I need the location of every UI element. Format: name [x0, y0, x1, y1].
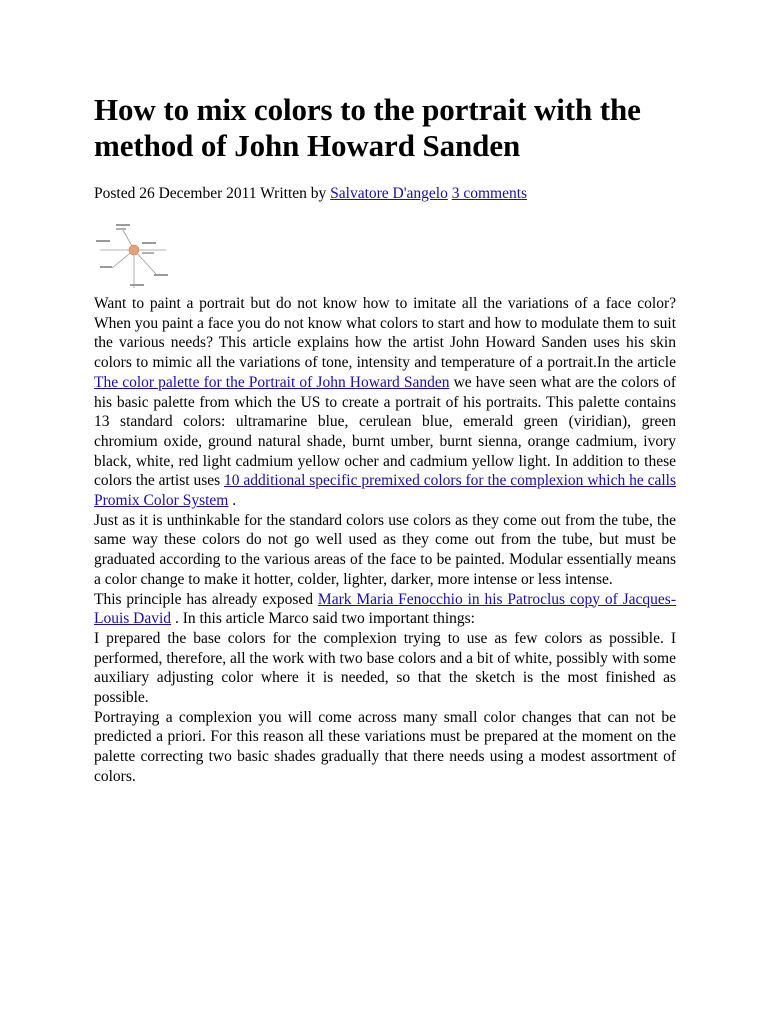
byline: [94, 184, 676, 204]
article-title: How to mix colors to the portrait with the method of John Howard Sanden: [94, 92, 641, 163]
diagram-graphic: [94, 222, 184, 294]
p1-text-after: .: [228, 492, 237, 510]
p3-text-after: . In this article Marco said two important things:: [171, 610, 475, 628]
color-palette-link[interactable]: The color palette for the Portrait of John Howard Sanden: [94, 373, 450, 391]
byline-prefix: Posted 26 December 2011 Written by: [94, 185, 331, 202]
color-mixing-diagram-icon: [94, 222, 184, 294]
paragraph-5: Portraying a complexion you will come across many small color changes that can not be predicted a priori. For this reason all these variations must be prepared at the moment on the palette correcting two basic shades gradually that there needs using a modest assortment of colors.: [94, 708, 676, 785]
p3-text-before: This principle has already exposed: [94, 590, 318, 608]
promix-color-system-link[interactable]: 10 additional specific premixed colors for the complexion which he calls Promix Color System: [94, 472, 676, 510]
fenocchio-patroclus-link[interactable]: Mark Maria Fenocchio in his Patroclus copy of Jacques-Louis David: [94, 590, 676, 628]
paragraph-4: I prepared the base colors for the complexion trying to use as few colors as possible. I performed, therefore, all the work with two base colors and a bit of white, possibly with some auxiliary adjusting color where it is needed, so that the sketch is the most finished as possible.: [94, 629, 676, 707]
comments-link[interactable]: 3 comments: [451, 185, 528, 202]
p1-text-before: Want to paint a portrait but do not know how to imitate all the variations of a face color? When you paint a face you do not know what colors to start and how to modulate them to suit the various needs? This article explains how the artist John Howard Sanden uses his skin colors to mimic all the variations of tone, intensity and temperature of a portrait.In the article: [94, 295, 676, 372]
paragraph-2: Just as it is unthinkable for the standard colors use colors as they come out from the tube, the same way these colors do not go well used as they come out from the tube, but must be graduated according to the various areas of the face to be painted. Modular essentially means a color change to make it hotter, colder, lighter, darker, more intense or less intense.: [94, 511, 676, 588]
paragraph-3: [94, 590, 676, 629]
p1-text-middle: we have seen what are the colors of his basic palette from which the US to create a portrait of his portraits. This palette contains 13 standard colors: ultramarine blue, cerulean blue, emerald green (viridian), green chromium oxide, ground natural shade, burnt umber, burnt sienna, orange cadmium, ivory black, white, red light cadmium yellow ocher and cadmium yellow light. In addition to these colors the artist uses: [94, 373, 676, 490]
author-link[interactable]: Salvatore D'angelo: [330, 185, 448, 202]
paragraph-1: [94, 294, 676, 511]
